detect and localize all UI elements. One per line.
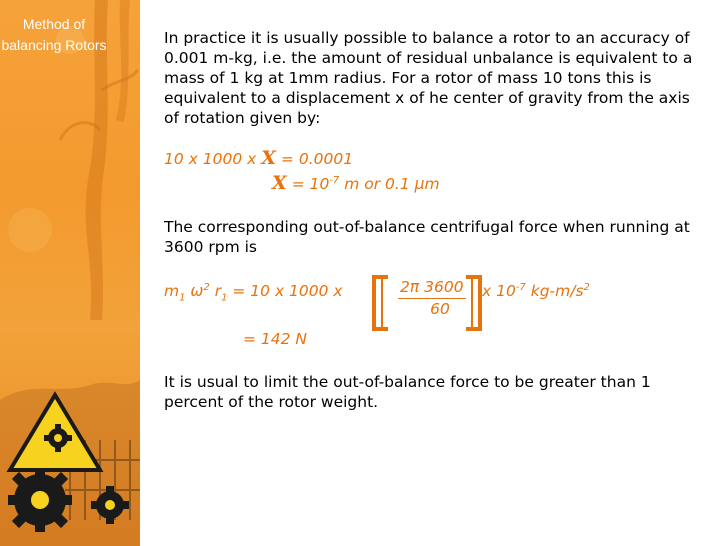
equation-3-tail-exp: -7: [515, 282, 526, 294]
equation-2-eq: = 10: [291, 175, 330, 194]
sidebar: [0, 0, 140, 546]
sidebar-title: Method of balancing Rotors: [1, 16, 107, 53]
equation-2: [164, 170, 709, 195]
equation-1-x: X: [261, 147, 276, 169]
equation-2-exponent: -7: [329, 175, 340, 186]
equation-1: [164, 148, 709, 170]
equation-3-unit-exp: 2: [583, 282, 590, 294]
paragraph-centrifugal: The corresponding out-of-balance centrifugal force when running at 3600 rpm is: [164, 218, 690, 257]
equation-3-m: m: [164, 282, 180, 301]
equation-4: = 142 N: [243, 330, 308, 349]
equation-3-omega: ω: [185, 282, 204, 301]
equation-3: [164, 277, 709, 325]
paragraph-intro: In practice it is usually possible to balance a rotor to an accuracy of 0.001 m-kg, i.e. the amount of residual unbalance is equivalent to a mass of 1 kg at 1mm radius. For a rotor of mass 10 tons this is equivalent to a displacement x of he center of gravity from the axis of rotation given by:: [164, 29, 693, 127]
equation-3-mid: = 10 x 1000 x: [227, 282, 343, 301]
fraction-denominator: 60: [430, 300, 450, 319]
equation-3-unit: kg-m/s: [525, 282, 584, 301]
equation-3-r: r: [209, 282, 222, 301]
equation-1-lhs: 10 x 1000 x: [164, 150, 257, 168]
equation-2-tail: m or 0.1 μm: [339, 175, 440, 194]
equation-3-m-sub: 1: [179, 292, 186, 304]
equation-2-x: X: [272, 172, 287, 195]
equation-3-omega-sup: 2: [203, 282, 210, 294]
equation-1-rhs: = 0.0001: [280, 150, 354, 168]
equation-3-r-sub: 1: [221, 292, 228, 304]
left-bracket-icon: [366, 273, 394, 333]
paragraph-limit: It is usual to limit the out-of-balance force to be greater than 1 percent of the rotor weight.: [164, 373, 651, 412]
slide-content: [164, 28, 709, 432]
equation-3-tail: x 10: [482, 282, 516, 301]
decorative-tree-artwork: [0, 0, 140, 546]
fraction-numerator: 2π 3600: [398, 277, 466, 299]
